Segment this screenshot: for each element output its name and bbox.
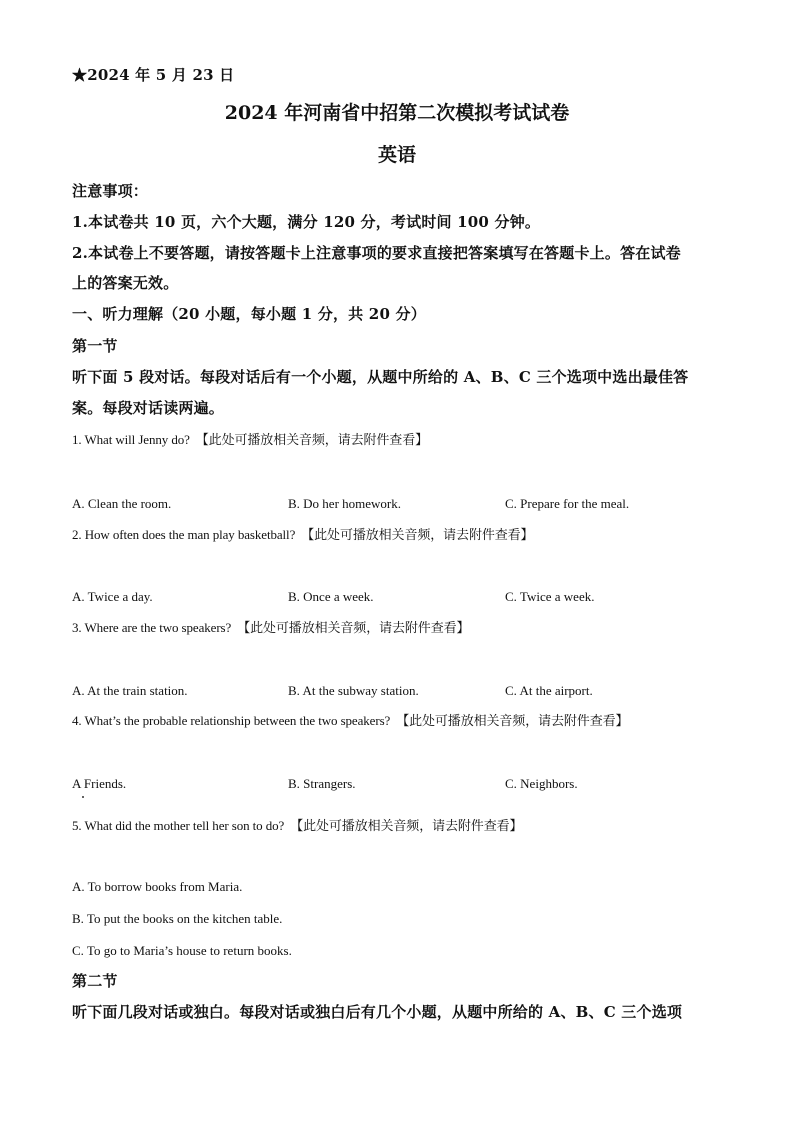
question-text: 3. Where are the two speakers? <box>72 620 232 635</box>
audio-note: 【此处可播放相关音频，请去附件查看】 <box>237 620 470 635</box>
question-text: 2. How often does the man play basketball? <box>72 527 296 542</box>
notes-heading: 注意事项： <box>72 182 149 200</box>
audio-note: 【此处可播放相关音频，请去附件查看】 <box>290 818 523 833</box>
notes-item-1: 1.本试卷共 10 页，六个大题，满分 120 分，考试时间 100 分钟。 <box>72 213 541 231</box>
question-4-option-c: C. Neighbors. <box>505 776 578 791</box>
audio-note: 【此处可播放相关音频，请去附件查看】 <box>195 432 428 447</box>
question-5-option-a: A. To borrow books from Maria. <box>72 879 243 894</box>
question-3-stem <box>72 621 469 634</box>
exam-title: 2024 年河南省中招第二次模拟考试试卷 <box>224 102 570 124</box>
part-2-heading: 第二节 <box>72 972 118 990</box>
question-text: 5. What did the mother tell her son to do? <box>72 818 285 833</box>
exam-subject: 英语 <box>377 144 416 166</box>
audio-note: 【此处可播放相关音频，请去附件查看】 <box>396 713 629 728</box>
question-1-option-a: A. Clean the room. <box>72 496 172 511</box>
question-4-option-b: B. Strangers. <box>288 776 356 791</box>
stray-dot <box>82 796 84 798</box>
notes-item-2-line-2: 上的答案无效。 <box>72 274 179 292</box>
question-1-option-c: C. Prepare for the meal. <box>505 496 630 511</box>
notes-item-2-line-1: 2.本试卷上不要答题，请按答题卡上注意事项的要求直接把答案填写在答题卡上。答在试卷 <box>72 244 681 262</box>
question-4-stem <box>72 714 628 727</box>
part-1-heading: 第一节 <box>72 337 118 355</box>
question-1-stem <box>72 433 428 446</box>
part-2-instructions-line-1: 听下面几段对话或独白。每段对话或独白后有几个小题，从题中所给的 A、B、C 三个选项 <box>72 1003 683 1021</box>
audio-note: 【此处可播放相关音频，请去附件查看】 <box>301 527 534 542</box>
question-2-stem <box>72 528 533 541</box>
question-2-option-c: C. Twice a week. <box>505 589 595 604</box>
question-1-option-b: B. Do her homework. <box>288 496 402 511</box>
question-3-option-a: A. At the train station. <box>72 683 188 698</box>
question-5-option-b: B. To put the books on the kitchen table. <box>72 911 283 926</box>
part-1-instructions-line-1: 听下面 5 段对话。每段对话后有一个小题，从题中所给的 A、B、C 三个选项中选出最佳答 <box>72 368 689 386</box>
section-heading: 一、听力理解（20 小题，每小题 1 分，共 20 分） <box>72 305 426 323</box>
question-2-option-a: A. Twice a day. <box>72 589 153 604</box>
question-5-option-c: C. To go to Maria’s house to return books. <box>72 943 292 958</box>
question-3-option-b: B. At the subway station. <box>288 683 419 698</box>
exam-date: ★2024 年 5 月 23 日 <box>72 66 235 84</box>
question-3-option-c: C. At the airport. <box>505 683 593 698</box>
question-2-option-b: B. Once a week. <box>288 589 374 604</box>
question-text: 1. What will Jenny do? <box>72 432 190 447</box>
part-1-instructions-line-2: 案。每段对话读两遍。 <box>72 399 225 417</box>
question-text: 4. What’s the probable relationship between the two speakers? <box>72 713 391 728</box>
question-4-option-a: A Friends. <box>72 776 127 791</box>
question-5-stem <box>72 819 522 832</box>
